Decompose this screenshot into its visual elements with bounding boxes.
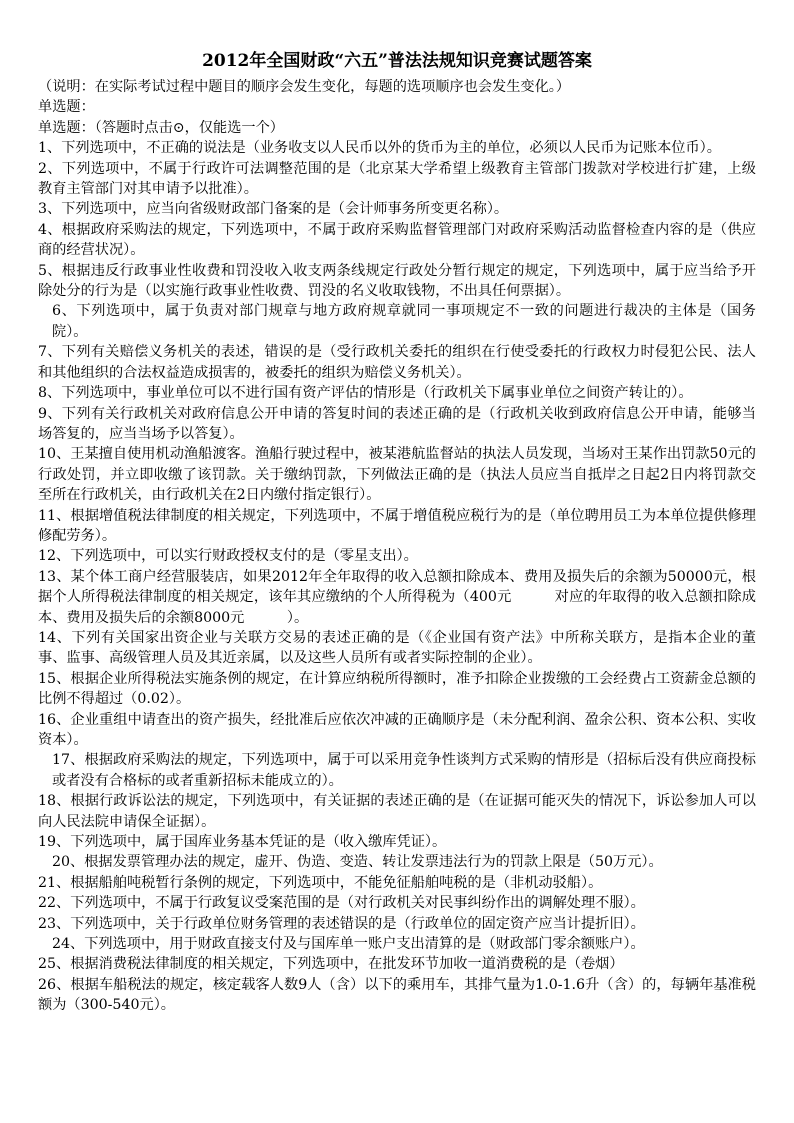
question-item: 7、下列有关赔偿义务机关的表述，错误的是（受行政机关委托的组织在行使受委托的行政权力时侵犯公民、法人和其他组织的合法权益造成损害的，被委托的组织为赔偿义务机关）。 xyxy=(38,344,756,381)
question-item: 14、下列有关国家出资企业与关联方交易的表述正确的是（《企业国有资产法》中所称关联方，是指本企业的董事、监事、高级管理人员及其近亲属，以及这些人员所有或者实际控制的企业）。 xyxy=(38,629,756,667)
question-item: 22、下列选项中，不属于行政复议受案范围的是（对行政机关对民事纠纷作出的调解处理不服）。 xyxy=(38,895,645,912)
question-item: 17、根据政府采购法的规定，下列选项中，属于可以采用竞争性谈判方式采购的情形是（招标后没有供应商投标或者没有合格标的或者重新招标未能成立的）。 xyxy=(52,752,756,789)
question-item: 24、下列选项中，用于财政直接支付及与国库单一账户支出清算的是（财政部门零余额账户）。 xyxy=(52,936,645,953)
question-item: 10、王某擅自使用机动渔船渡客。渔船行驶过程中，被某港航监督站的执法人员发现，当场对王某作出罚款50元的行政处罚，并立即收缴了该罚款。关于缴纳罚款，下列做法正确的是（执法人员应当自抵岸之日起2日内将罚款交至所在行政机关，由行政机关在2日内缴付指定银行）。 xyxy=(38,446,756,504)
question-item: 9、下列有关行政机关对政府信息公开申请的答复时间的表述正确的是（行政机关收到政府信息公开申请，能够当场答复的，应当当场予以答复）。 xyxy=(38,405,756,442)
question-item: 2、下列选项中，不属于行政许可法调整范围的是（北京某大学希望上级教育主管部门拨款对学校进行扩建，上级教育主管部门对其申请予以批准）。 xyxy=(38,160,756,198)
section-instruction: 单选题：（答题时点击⊙，仅能选一个） xyxy=(38,119,284,136)
question-item: 15、根据企业所得税法实施条例的规定，在计算应纳税所得额时，准予扣除企业拨缴的工会经费占工资薪金总额的比例不得超过（0.02）。 xyxy=(38,670,756,708)
question-item: 19、下列选项中，属于国库业务基本凭证的是（收入缴库凭证）。 xyxy=(38,834,447,851)
question-item: 4、根据政府采购法的规定，下列选项中，不属于政府采购监督管理部门对政府采购活动监督检查内容的是（供应商的经营状况）。 xyxy=(38,221,756,259)
question-item: 13、某个体工商户经营服装店，如果2012年全年取得的收入总额扣除成本、费用及损失后的余额为50000元，根据个人所得税法律制度的相关规定，该年其应缴纳的个人所得税为（400元 对应的年取得的收入总额扣除成本、费用及损失后的余额8000元 ）。 xyxy=(38,568,756,626)
question-item: 25、根据消费税法律制度的相关规定，下列选项中，在批发环节加收一道消费税的是（卷烟） xyxy=(38,956,624,973)
question-item: 20、根据发票管理办法的规定，虚开、伪造、变造、转让发票违法行为的罚款上限是（50万元）。 xyxy=(52,854,663,871)
question-item: 21、根据船舶吨税暂行条例的规定，下列选项中，不能免征船舶吨税的是（非机动驳船）。 xyxy=(38,874,603,891)
question-item: 12、下列选项中，可以实行财政授权支付的是（零星支出）。 xyxy=(38,548,418,565)
question-item: 16、企业重组中请查出的资产损失，经批准后应依次冲减的正确顺序是（未分配利润、盈余公积、资本公积、实收资本）。 xyxy=(38,711,756,748)
document-title: 2012年全国财政“六五”普法法规知识竞赛试题答案 xyxy=(202,51,592,71)
question-item: 5、根据违反行政事业性收费和罚没收入收支两条线规定行政处分暂行规定的规定，下列选项中，属于应当给予开除处分的行为是（以实施行政事业性收费、罚没的名义收取钱物，不出具任何票据）。 xyxy=(38,262,756,300)
question-item: 3、下列选项中，应当向省级财政部门备案的是（会计师事务所变更名称）。 xyxy=(38,201,509,218)
question-list xyxy=(38,138,756,1015)
section-heading: 单选题： xyxy=(38,99,95,116)
question-item: 11、根据增值税法律制度的相关规定，下列选项中，不属于增值税应税行为的是（单位聘用员工为本单位提供修理修配劳务）。 xyxy=(38,507,756,544)
question-item: 8、下列选项中，事业单位可以不进行国有资产评估的情形是（行政机关下属事业单位之间资产转让的）。 xyxy=(38,385,693,402)
question-item: 6、下列选项中，属于负责对部门规章与地方政府规章就同一事项规定不一致的问题进行裁决的主体是（国务院）。 xyxy=(52,303,756,340)
question-item: 18、根据行政诉讼法的规定，下列选项中，有关证据的表述正确的是（在证据可能灭失的情况下，诉讼参加人可以向人民法院申请保全证据）。 xyxy=(38,793,756,830)
question-item: 1、下列选项中，不正确的说法是（业务收支以人民币以外的货币为主的单位，必须以人民币为记账本位币）。 xyxy=(38,140,721,157)
question-item: 23、下列选项中，关于行政单位财务管理的表述错误的是（行政单位的固定资产应当计提折旧）。 xyxy=(38,915,645,932)
question-item: 26、根据车船税法的规定，核定载客人数9人（含）以下的乘用车，其排气量为1.0-1.6升（含）的，每辆年基准税额为（300-540元）。 xyxy=(38,976,756,1014)
instruction-note: （说明：在实际考试过程中题目的顺序会发生变化，每题的选项顺序也会发生变化。） xyxy=(38,79,571,95)
